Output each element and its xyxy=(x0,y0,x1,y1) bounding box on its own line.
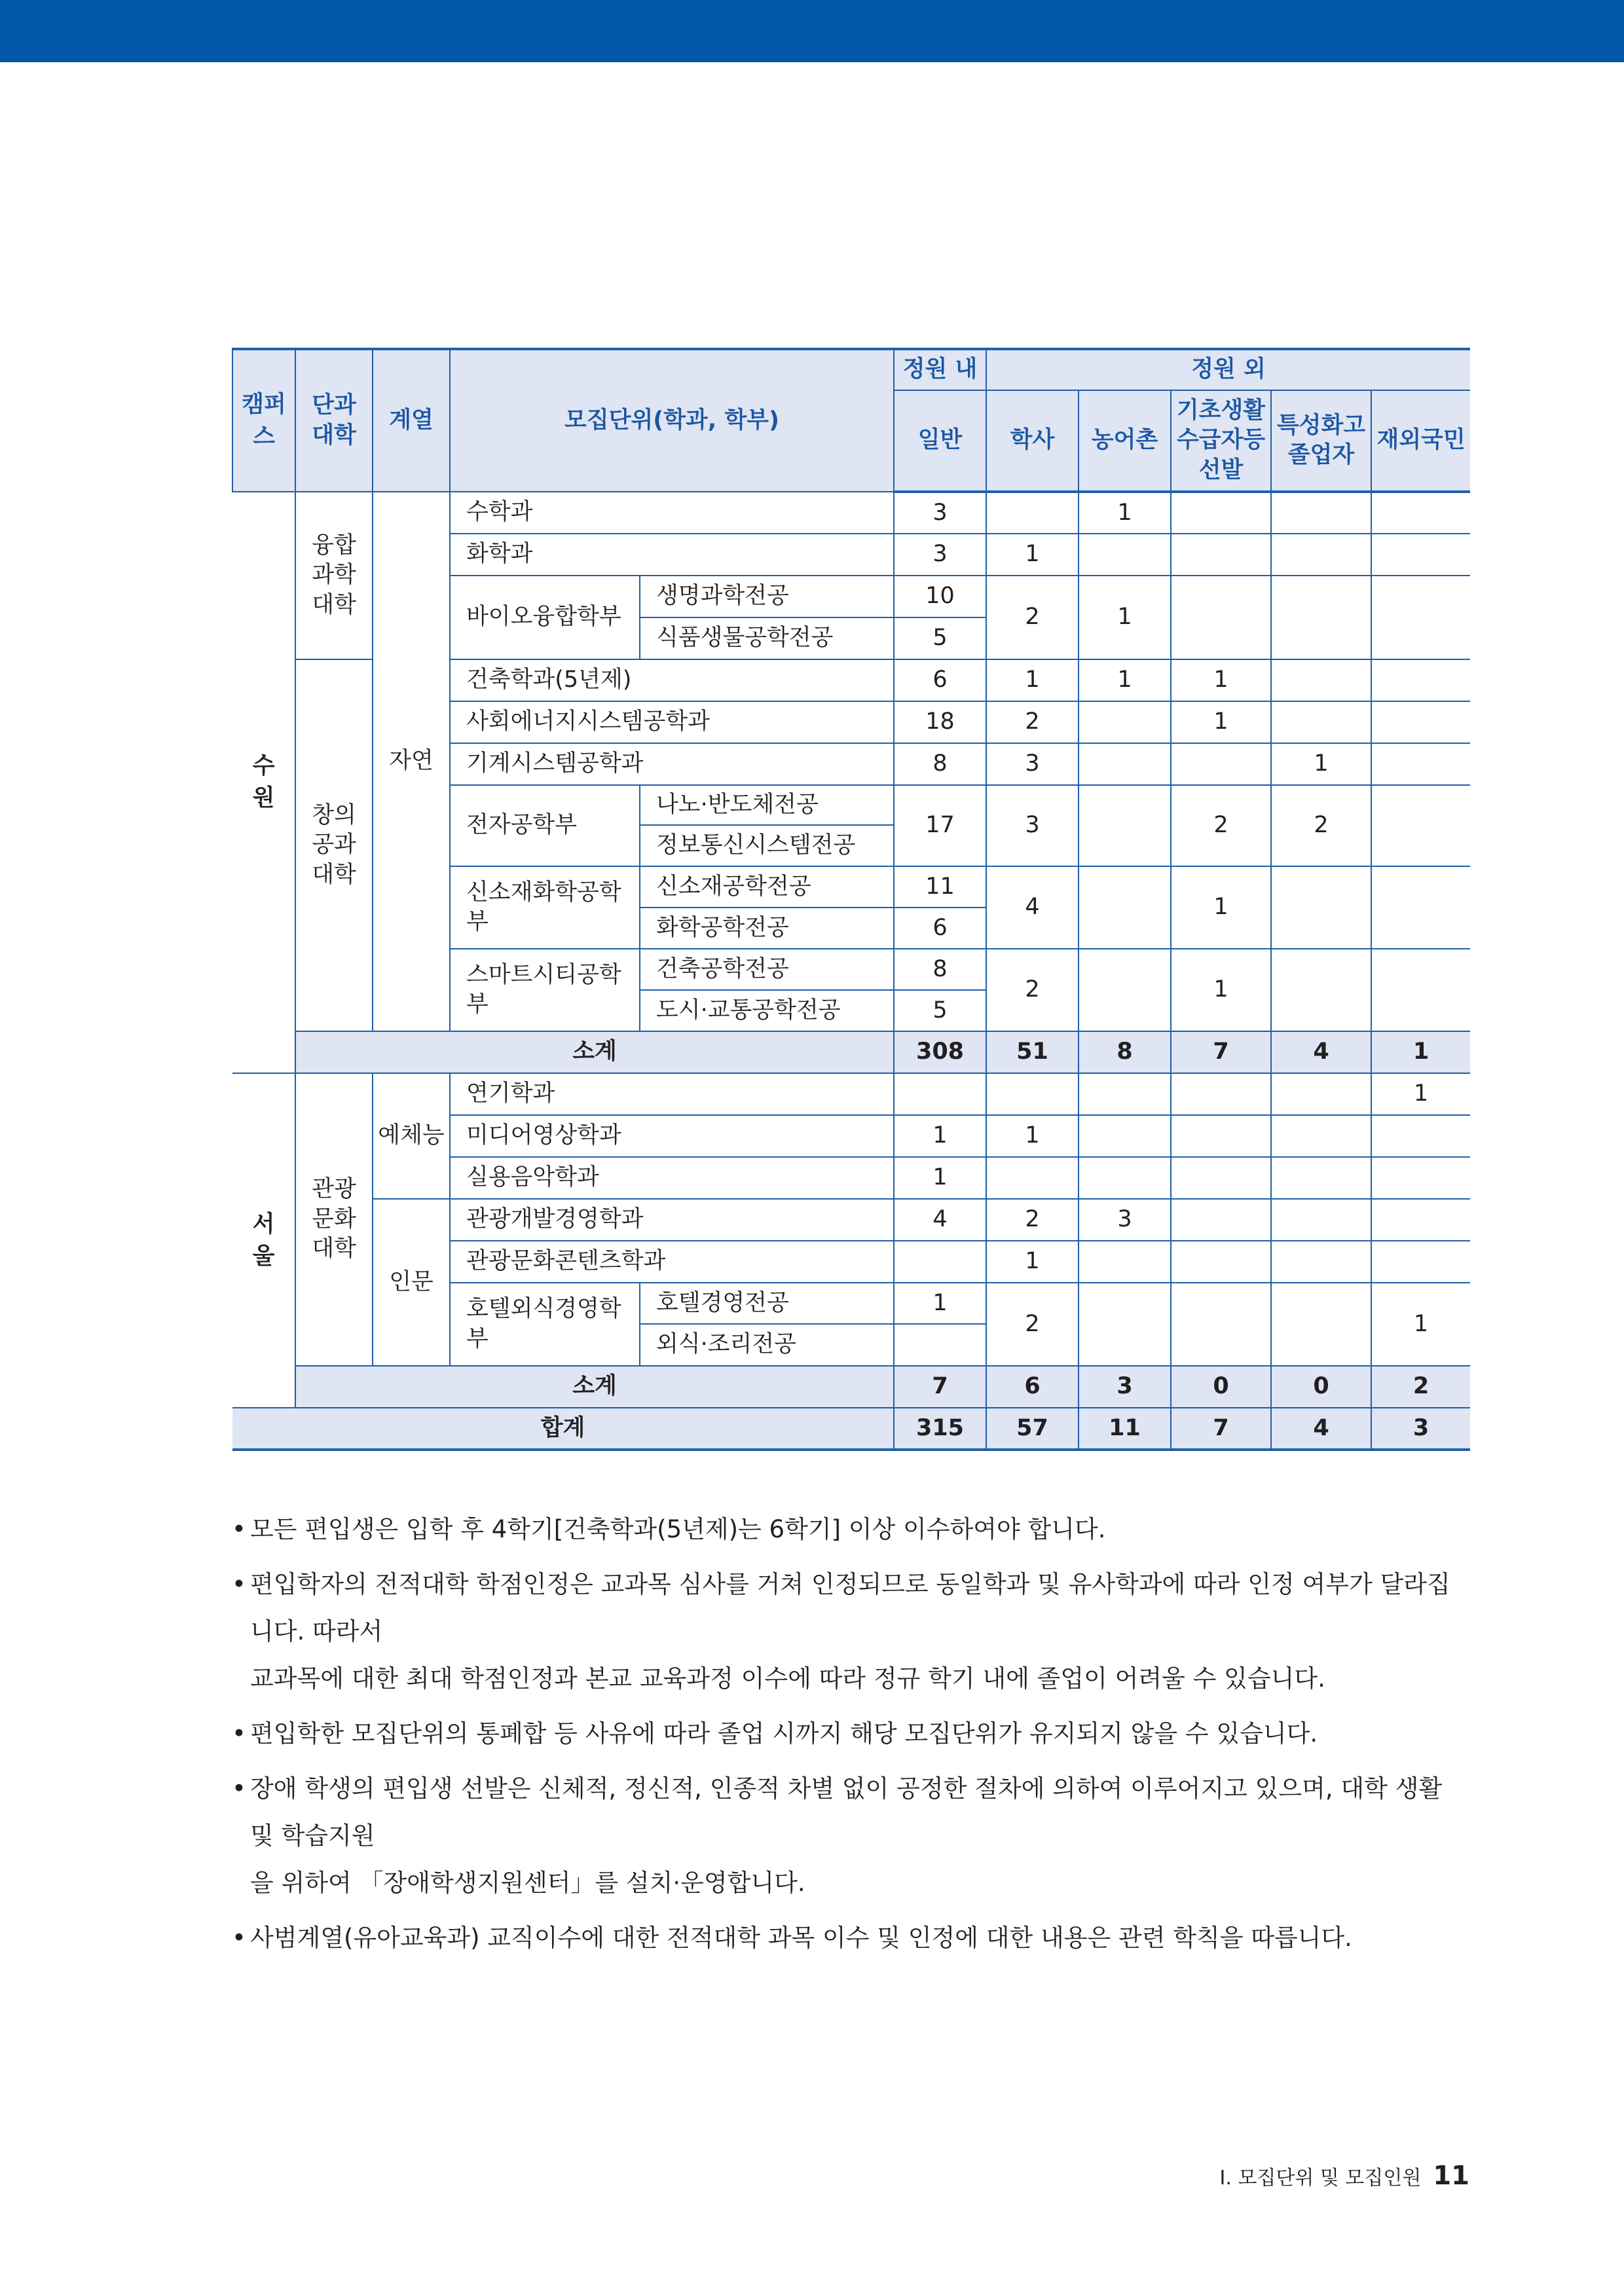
cell-special xyxy=(1271,1115,1371,1157)
note-text: 을 위하여 「장애학생지원센터」를 설치·운영합니다. xyxy=(250,1869,805,1897)
major-name: 나노·반도체전공 xyxy=(640,785,894,825)
cell-rural: 3 xyxy=(1079,1199,1171,1241)
cell-overseas xyxy=(1371,1115,1470,1157)
dept-name: 미디어영상학과 xyxy=(450,1115,894,1157)
cell-bachelor: 2 xyxy=(986,1199,1079,1241)
cell-bachelor: 2 xyxy=(986,701,1079,743)
note-text: 모든 편입생은 입학 후 4학기[건축학과(5년제)는 6학기] 이상 이수하여야 합니다. xyxy=(250,1515,1106,1543)
cell-general xyxy=(894,1241,986,1283)
cell-general xyxy=(894,1324,986,1366)
cell-rural xyxy=(1079,701,1171,743)
cell-overseas: 1 xyxy=(1371,1031,1470,1073)
cell-general: 6 xyxy=(894,659,986,701)
note-text: 장애 학생의 편입생 선발은 신체적, 정신적, 인종적 차별 없이 공정한 절차에 의하여 이루어지고 있으며, 대학 생활 및 학습지원 xyxy=(250,1774,1443,1850)
subtotal-label: 소계 xyxy=(295,1031,894,1073)
cell-overseas: 1 xyxy=(1371,1073,1470,1115)
cell-overseas xyxy=(1371,866,1470,949)
header-field: 계열 xyxy=(373,349,450,492)
cell-special: 0 xyxy=(1271,1366,1371,1408)
header-general: 일반 xyxy=(894,390,986,492)
dept-name: 호텔외식경영학부 xyxy=(450,1283,640,1366)
note-text: 사범계열(유아교육과) 교직이수에 대한 전적대학 과목 이수 및 인정에 대한 내용은 관련 학칙을 따릅니다. xyxy=(250,1924,1352,1952)
cell-overseas: 1 xyxy=(1371,1283,1470,1366)
cell-general: 17 xyxy=(894,785,986,866)
dept-name: 관광문화콘텐츠학과 xyxy=(450,1241,894,1283)
cell-rural xyxy=(1079,785,1171,866)
cell-basic: 7 xyxy=(1171,1031,1271,1073)
cell-general: 4 xyxy=(894,1199,986,1241)
note-text: 편입학자의 전적대학 학점인정은 교과목 심사를 거쳐 인정되므로 동일학과 및 유사학과에 따라 인정 여부가 달라집니다. 따라서 xyxy=(250,1570,1450,1645)
college-creative-engineering: 창의 공과 대학 xyxy=(295,659,373,1031)
cell-basic xyxy=(1171,534,1271,576)
major-name: 외식·조리전공 xyxy=(640,1324,894,1366)
cell-overseas xyxy=(1371,1157,1470,1199)
cell-bachelor: 57 xyxy=(986,1408,1079,1450)
cell-basic xyxy=(1171,1283,1271,1366)
cell-overseas: 2 xyxy=(1371,1366,1470,1408)
cell-general: 1 xyxy=(894,1115,986,1157)
cell-general: 315 xyxy=(894,1408,986,1450)
cell-basic: 1 xyxy=(1171,659,1271,701)
cell-special: 4 xyxy=(1271,1408,1371,1450)
header-college: 단과 대학 xyxy=(295,349,373,492)
cell-bachelor: 2 xyxy=(986,576,1079,659)
bullet-icon: • xyxy=(232,1570,246,1598)
cell-overseas xyxy=(1371,1199,1470,1241)
campus-suwon xyxy=(232,492,295,1073)
top-banner xyxy=(0,0,1624,62)
cell-bachelor: 1 xyxy=(986,1115,1079,1157)
note-text: 교과목에 대한 최대 학점인정과 본교 교육과정 이수에 따라 정규 학기 내에 졸업이 어려울 수 있습니다. xyxy=(250,1664,1325,1693)
cell-general: 8 xyxy=(894,949,986,990)
cell-rural xyxy=(1079,1073,1171,1115)
cell-bachelor xyxy=(986,1157,1079,1199)
table-row xyxy=(232,1073,1470,1115)
note-item xyxy=(232,1561,1469,1702)
cell-special xyxy=(1271,534,1371,576)
header-campus-text: 캠퍼스 xyxy=(242,391,286,450)
field-humanities: 인문 xyxy=(373,1199,450,1366)
cell-special xyxy=(1271,1073,1371,1115)
cell-basic xyxy=(1171,1073,1271,1115)
cell-basic xyxy=(1171,1115,1271,1157)
cell-overseas xyxy=(1371,701,1470,743)
cell-special xyxy=(1271,1241,1371,1283)
note-text: 편입학한 모집단위의 통폐합 등 사유에 따라 졸업 시까지 해당 모집단위가 유지되지 않을 수 있습니다. xyxy=(250,1719,1318,1748)
campus-seoul-text: 서 울 xyxy=(252,1211,275,1270)
dept-name: 수학과 xyxy=(450,492,894,534)
field-arts: 예체능 xyxy=(373,1073,450,1199)
cell-rural xyxy=(1079,743,1171,785)
subtotal-row-seoul xyxy=(232,1366,1470,1408)
cell-basic: 1 xyxy=(1171,701,1271,743)
cell-basic xyxy=(1171,1241,1271,1283)
cell-general: 5 xyxy=(894,617,986,659)
cell-bachelor: 1 xyxy=(986,1241,1079,1283)
cell-rural xyxy=(1079,534,1171,576)
cell-bachelor: 2 xyxy=(986,949,1079,1031)
major-name: 식품생물공학전공 xyxy=(640,617,894,659)
cell-overseas xyxy=(1371,576,1470,659)
field-natural: 자연 xyxy=(373,492,450,1031)
major-name: 정보통신시스템전공 xyxy=(640,825,894,866)
campus-seoul xyxy=(232,1073,295,1408)
cell-special: 4 xyxy=(1271,1031,1371,1073)
dept-name: 관광개발경영학과 xyxy=(450,1199,894,1241)
dept-name: 신소재화학공학부 xyxy=(450,866,640,949)
cell-basic: 7 xyxy=(1171,1408,1271,1450)
cell-rural: 11 xyxy=(1079,1408,1171,1450)
cell-rural xyxy=(1079,866,1171,949)
page-number: 11 xyxy=(1433,2161,1469,2191)
bullet-icon: • xyxy=(232,1515,246,1543)
cell-rural xyxy=(1079,949,1171,1031)
bullet-icon: • xyxy=(232,1719,246,1748)
header-campus xyxy=(232,349,295,492)
cell-special xyxy=(1271,866,1371,949)
header-unit: 모집단위(학과, 학부) xyxy=(450,349,894,492)
cell-bachelor: 51 xyxy=(986,1031,1079,1073)
cell-bachelor: 1 xyxy=(986,659,1079,701)
cell-general: 5 xyxy=(894,990,986,1031)
cell-overseas xyxy=(1371,785,1470,866)
cell-overseas xyxy=(1371,1241,1470,1283)
note-item xyxy=(232,1915,1469,1962)
dept-name: 전자공학부 xyxy=(450,785,640,866)
cell-special xyxy=(1271,576,1371,659)
cell-bachelor xyxy=(986,492,1079,534)
bullet-icon: • xyxy=(232,1924,246,1952)
cell-special: 1 xyxy=(1271,743,1371,785)
dept-name: 기계시스템공학과 xyxy=(450,743,894,785)
cell-basic xyxy=(1171,576,1271,659)
cell-special xyxy=(1271,492,1371,534)
major-name: 생명과학전공 xyxy=(640,576,894,617)
header-special-hs: 특성화고 졸업자 xyxy=(1271,390,1371,492)
major-name: 화학공학전공 xyxy=(640,908,894,949)
major-name: 도시·교통공학전공 xyxy=(640,990,894,1031)
dept-name: 사회에너지시스템공학과 xyxy=(450,701,894,743)
cell-special xyxy=(1271,659,1371,701)
cell-general xyxy=(894,1073,986,1115)
major-name: 호텔경영전공 xyxy=(640,1283,894,1324)
header-overseas: 재외국민 xyxy=(1371,390,1470,492)
cell-overseas xyxy=(1371,949,1470,1031)
cell-special xyxy=(1271,949,1371,1031)
cell-general: 1 xyxy=(894,1157,986,1199)
admission-quota-table xyxy=(232,348,1470,1451)
cell-overseas xyxy=(1371,534,1470,576)
cell-general: 7 xyxy=(894,1366,986,1408)
dept-name: 바이오융합학부 xyxy=(450,576,640,659)
footer-section-title: Ⅰ. 모집단위 및 모집인원 xyxy=(1219,2167,1422,2190)
cell-rural xyxy=(1079,1241,1171,1283)
header-basic-living: 기초생활 수급자등 선발 xyxy=(1171,390,1271,492)
dept-name: 연기학과 xyxy=(450,1073,894,1115)
cell-bachelor: 1 xyxy=(986,534,1079,576)
total-label: 합계 xyxy=(232,1408,894,1450)
major-name: 건축공학전공 xyxy=(640,949,894,990)
cell-general: 18 xyxy=(894,701,986,743)
page-footer xyxy=(1220,2161,1469,2191)
cell-bachelor: 2 xyxy=(986,1283,1079,1366)
header-bachelor: 학사 xyxy=(986,390,1079,492)
dept-name: 건축학과(5년제) xyxy=(450,659,894,701)
cell-overseas xyxy=(1371,659,1470,701)
cell-general: 11 xyxy=(894,866,986,908)
dept-name: 스마트시티공학부 xyxy=(450,949,640,1031)
cell-rural xyxy=(1079,1115,1171,1157)
subtotal-label: 소계 xyxy=(295,1366,894,1408)
cell-bachelor: 6 xyxy=(986,1366,1079,1408)
header-outside-quota: 정원 외 xyxy=(986,349,1470,390)
cell-basic xyxy=(1171,1157,1271,1199)
cell-special xyxy=(1271,1199,1371,1241)
cell-special xyxy=(1271,1157,1371,1199)
cell-basic: 1 xyxy=(1171,866,1271,949)
note-item xyxy=(232,1710,1469,1757)
college-tourism-culture: 관광 문화 대학 xyxy=(295,1073,373,1366)
cell-rural: 3 xyxy=(1079,1366,1171,1408)
cell-general: 3 xyxy=(894,492,986,534)
header-within-quota: 정원 내 xyxy=(894,349,986,390)
cell-overseas xyxy=(1371,743,1470,785)
cell-general: 308 xyxy=(894,1031,986,1073)
cell-basic xyxy=(1171,743,1271,785)
cell-bachelor: 3 xyxy=(986,743,1079,785)
subtotal-row-suwon xyxy=(232,1031,1470,1073)
cell-special xyxy=(1271,1283,1371,1366)
cell-bachelor: 3 xyxy=(986,785,1079,866)
major-name: 신소재공학전공 xyxy=(640,866,894,908)
cell-bachelor: 4 xyxy=(986,866,1079,949)
cell-rural: 8 xyxy=(1079,1031,1171,1073)
cell-general: 1 xyxy=(894,1283,986,1324)
header-rural: 농어촌 xyxy=(1079,390,1171,492)
cell-basic: 2 xyxy=(1171,785,1271,866)
cell-bachelor xyxy=(986,1073,1079,1115)
cell-general: 8 xyxy=(894,743,986,785)
cell-general: 3 xyxy=(894,534,986,576)
cell-basic xyxy=(1171,492,1271,534)
note-item xyxy=(232,1765,1469,1907)
dept-name: 실용음악학과 xyxy=(450,1157,894,1199)
cell-special xyxy=(1271,701,1371,743)
cell-rural xyxy=(1079,1157,1171,1199)
total-row xyxy=(232,1408,1470,1450)
cell-overseas: 3 xyxy=(1371,1408,1470,1450)
dept-name: 화학과 xyxy=(450,534,894,576)
cell-general: 6 xyxy=(894,908,986,949)
cell-basic: 0 xyxy=(1171,1366,1271,1408)
note-item xyxy=(232,1506,1469,1553)
campus-suwon-text: 수 원 xyxy=(252,753,275,811)
table-row xyxy=(232,492,1470,534)
cell-rural: 1 xyxy=(1079,659,1171,701)
notes-list xyxy=(232,1506,1469,1970)
table-row xyxy=(232,1199,1470,1241)
cell-overseas xyxy=(1371,492,1470,534)
bullet-icon: • xyxy=(232,1774,246,1803)
cell-rural: 1 xyxy=(1079,492,1171,534)
college-convergence-science: 융합 과학 대학 xyxy=(295,492,373,659)
cell-general: 10 xyxy=(894,576,986,617)
cell-rural: 1 xyxy=(1079,576,1171,659)
cell-basic: 1 xyxy=(1171,949,1271,1031)
cell-basic xyxy=(1171,1199,1271,1241)
cell-special: 2 xyxy=(1271,785,1371,866)
cell-rural xyxy=(1079,1283,1171,1366)
